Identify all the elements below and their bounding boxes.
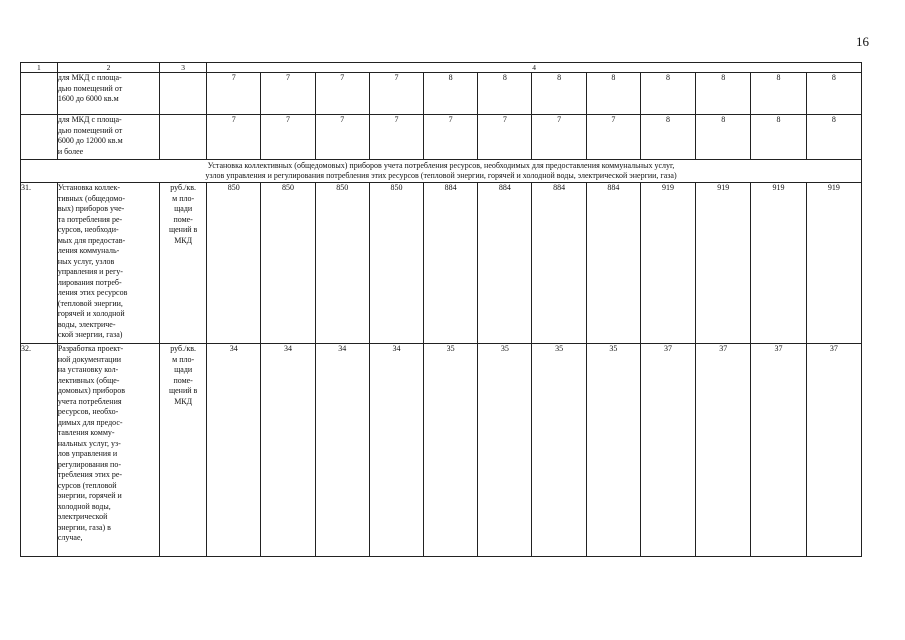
value-cell: 7	[532, 115, 586, 160]
value-cell: 850	[369, 183, 423, 344]
section-title: Установка коллективных (общедомовых) приборов учета потребления ресурсов, необходимых для предоставления коммунальных услуг, узлов управления и регулирования потребления этих ресурсов (тепловой энергии, горячей и холодной воды, электрической энергии, газа)	[21, 160, 862, 183]
value-cell: 8	[696, 115, 751, 160]
header-cell: 4	[207, 63, 862, 73]
value-cell: 37	[751, 344, 806, 557]
value-cell: 7	[261, 115, 315, 160]
header-cell: 1	[21, 63, 58, 73]
header-cell: 2	[57, 63, 159, 73]
row-description: для МКД с площа- дью помещений от 6000 до 12000 кв.м и более	[57, 115, 159, 160]
row-description: Разработка проект- ной документации на установку кол- лективных (обще- домовых) приборов учета потребления ресурсов, необхо- димых для предос- тавления комму- нальных услуг, уз- лов управления и регулирования по- требления этих ре- сурсов (тепловой энергии, горячей и холодной воды, электрической энергии, газа) в случае,	[57, 344, 159, 557]
value-cell: 919	[806, 183, 861, 344]
row-index	[21, 115, 58, 160]
value-cell: 884	[478, 183, 532, 344]
value-cell: 884	[532, 183, 586, 344]
value-cell: 34	[261, 344, 315, 557]
value-cell: 37	[696, 344, 751, 557]
value-cell: 8	[751, 73, 806, 115]
value-cell: 8	[424, 73, 478, 115]
value-cell: 7	[261, 73, 315, 115]
value-cell: 919	[640, 183, 695, 344]
value-cell: 884	[586, 183, 640, 344]
column-number-header	[21, 63, 862, 73]
value-cell: 35	[586, 344, 640, 557]
value-cell: 884	[424, 183, 478, 344]
value-cell: 8	[696, 73, 751, 115]
value-cell: 8	[586, 73, 640, 115]
value-cell: 7	[207, 115, 261, 160]
row-unit	[160, 73, 207, 115]
value-cell: 8	[478, 73, 532, 115]
value-cell: 7	[424, 115, 478, 160]
table-row	[21, 344, 862, 557]
tariff-table	[20, 62, 862, 557]
value-cell: 8	[640, 115, 695, 160]
value-cell: 8	[806, 73, 861, 115]
value-cell: 34	[369, 344, 423, 557]
row-description: Установка коллек- тивных (общедомо- вых) приборов уче- та потребления ре- сурсов, необходи- мых для предостав- ления коммуналь- ных услуг, узлов управления и регу- лирования потреб- ления этих ресурсов (тепловой энергии, горячей и холодной воды, электриче- ской энергии, газа)	[57, 183, 159, 344]
row-unit: руб./кв. м пло- щади поме- щений в МКД	[160, 344, 207, 557]
value-cell: 8	[532, 73, 586, 115]
page-number: 16	[856, 34, 869, 49]
value-cell: 919	[696, 183, 751, 344]
table-row	[21, 115, 862, 160]
row-unit: руб./кв. м пло- щади поме- щений в МКД	[160, 183, 207, 344]
header-cell: 3	[160, 63, 207, 73]
value-cell: 7	[207, 73, 261, 115]
value-cell: 35	[478, 344, 532, 557]
row-index: 32.	[21, 344, 58, 557]
value-cell: 7	[369, 73, 423, 115]
value-cell: 34	[207, 344, 261, 557]
row-unit	[160, 115, 207, 160]
value-cell: 8	[640, 73, 695, 115]
value-cell: 7	[586, 115, 640, 160]
value-cell: 8	[751, 115, 806, 160]
value-cell: 35	[424, 344, 478, 557]
value-cell: 7	[369, 115, 423, 160]
value-cell: 7	[315, 115, 369, 160]
value-cell: 37	[640, 344, 695, 557]
value-cell: 850	[207, 183, 261, 344]
table-row	[21, 73, 862, 115]
value-cell: 919	[751, 183, 806, 344]
value-cell: 35	[532, 344, 586, 557]
value-cell: 37	[806, 344, 861, 557]
row-index: 31.	[21, 183, 58, 344]
value-cell: 7	[315, 73, 369, 115]
row-description: для МКД с площа- дью помещений от 1600 до 6000 кв.м	[57, 73, 159, 115]
value-cell: 8	[806, 115, 861, 160]
value-cell: 34	[315, 344, 369, 557]
row-index	[21, 73, 58, 115]
value-cell: 850	[315, 183, 369, 344]
value-cell: 850	[261, 183, 315, 344]
table-row	[21, 183, 862, 344]
section-row	[21, 160, 862, 183]
value-cell: 7	[478, 115, 532, 160]
